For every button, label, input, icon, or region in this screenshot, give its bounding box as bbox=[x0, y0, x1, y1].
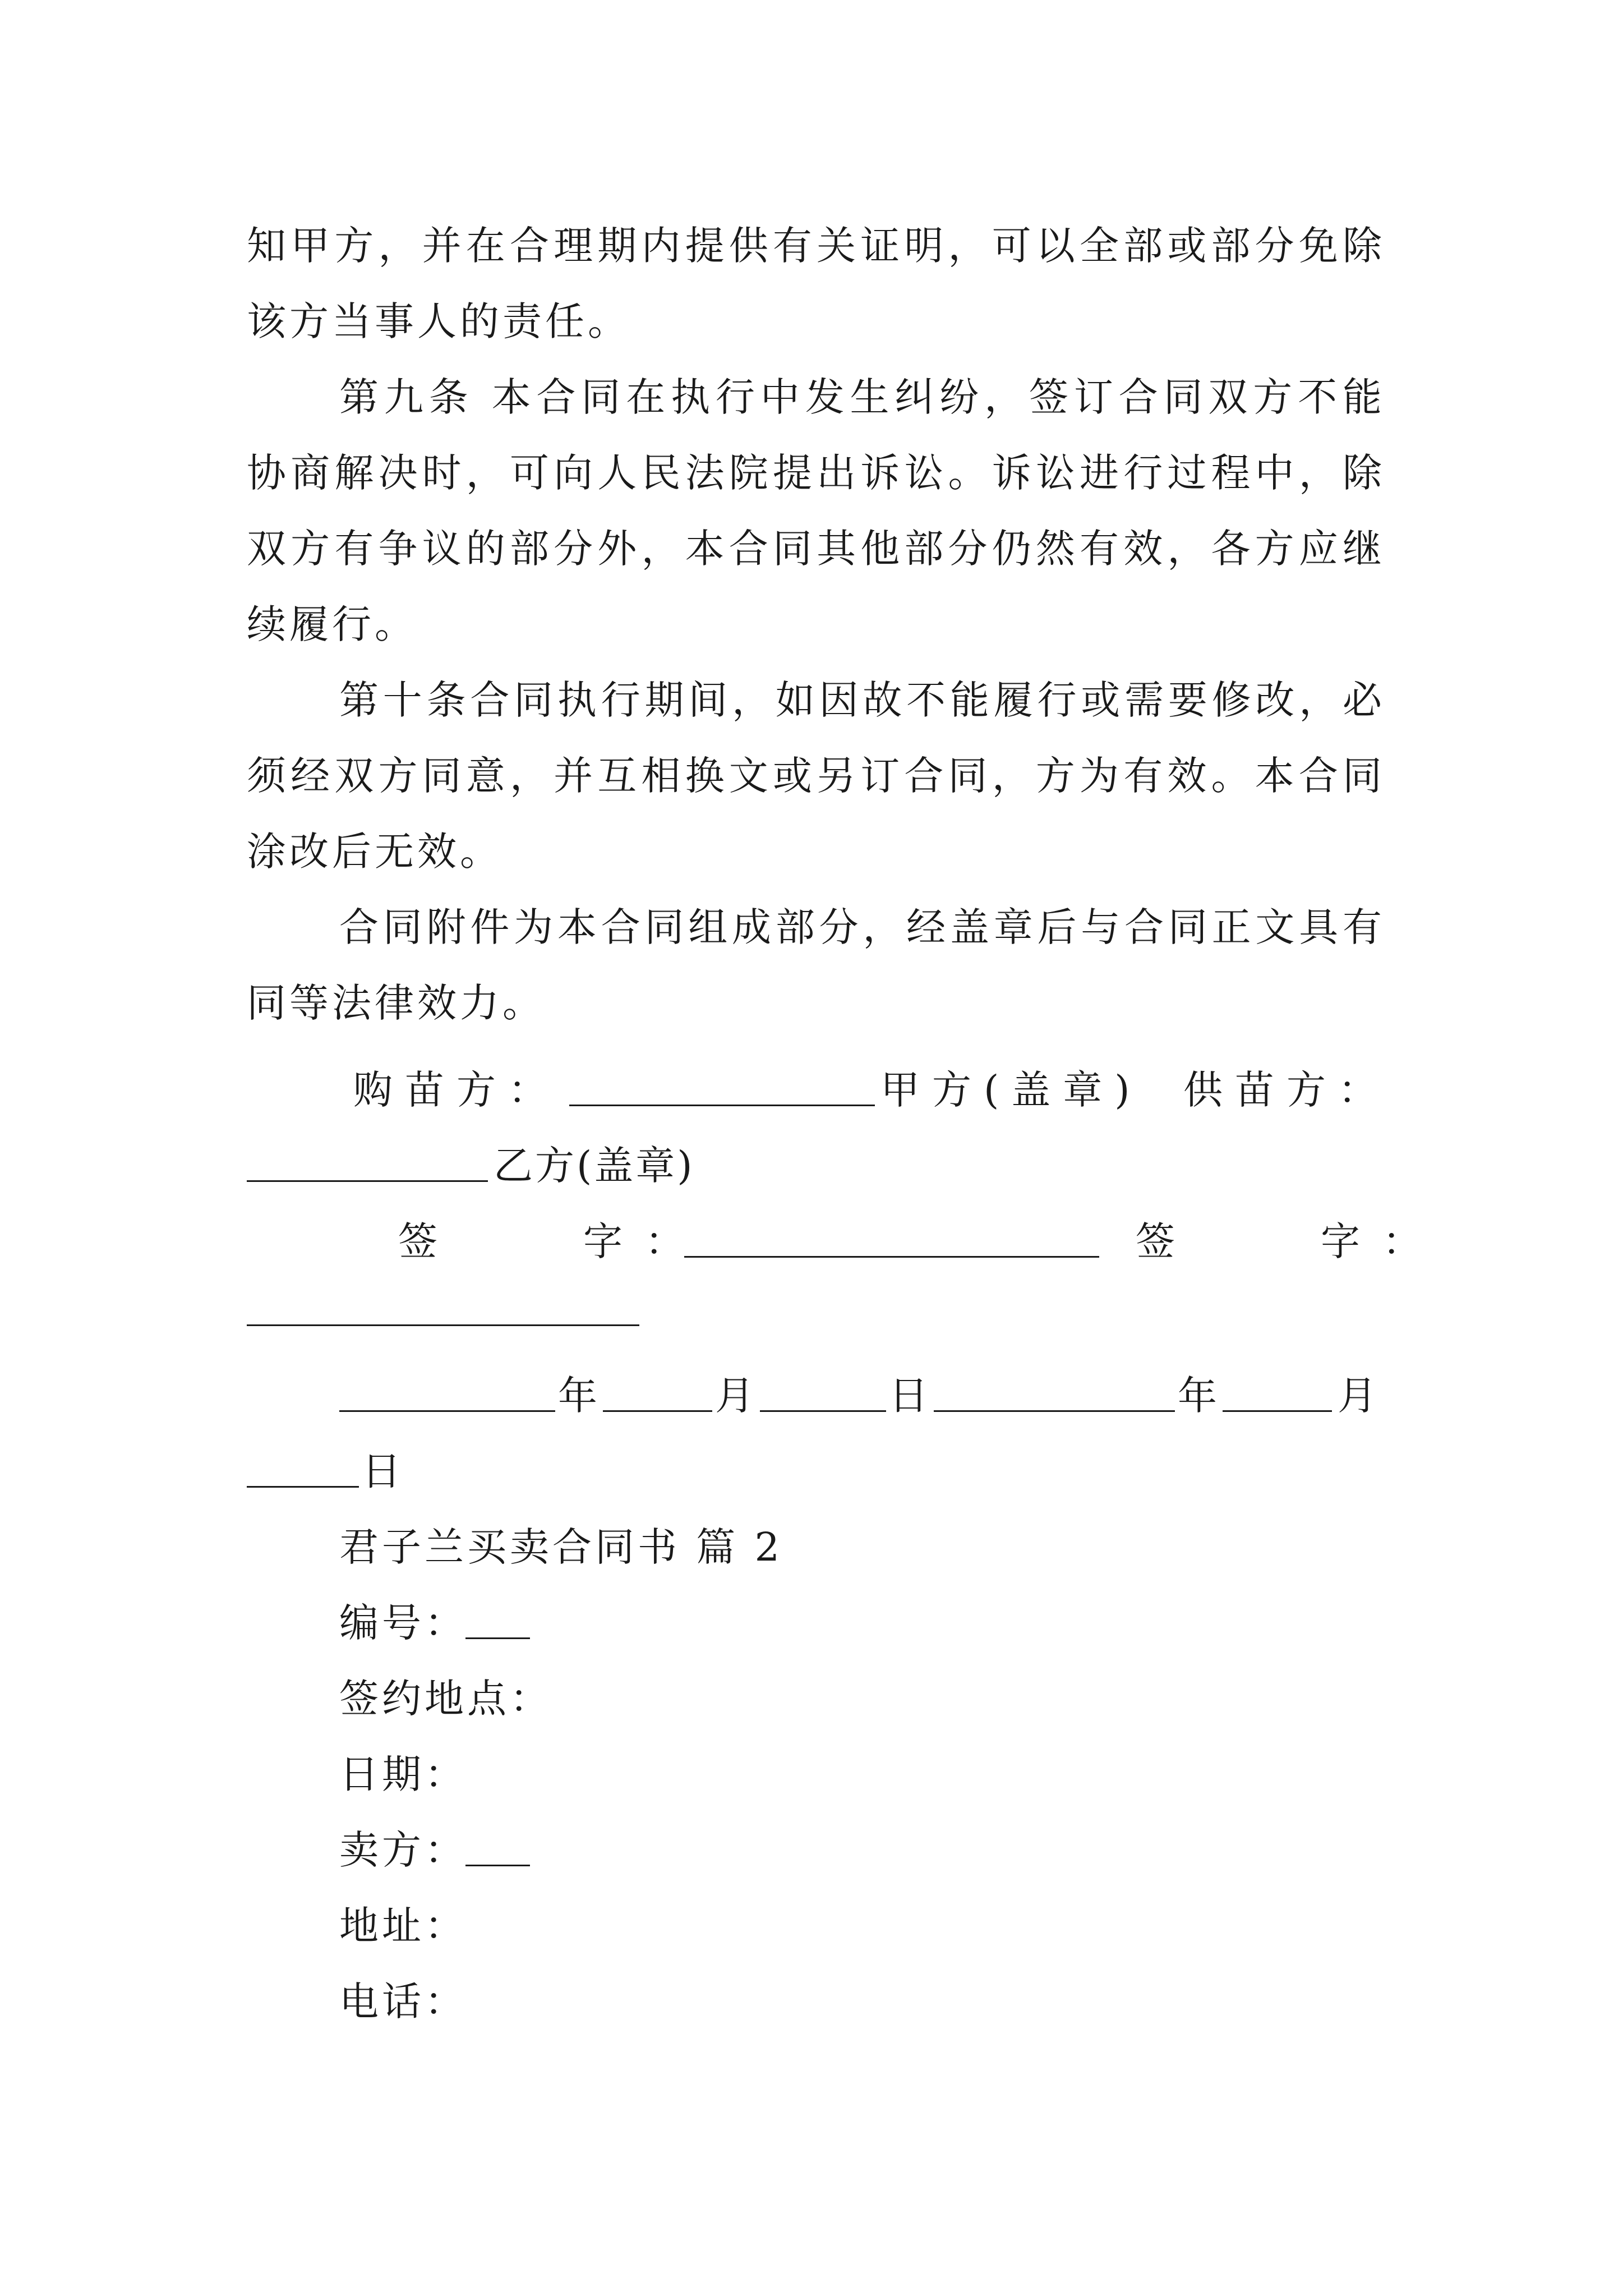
place-label: 签约地点： bbox=[339, 1676, 552, 1722]
section-title: 君子兰买卖合同书 篇 2 bbox=[339, 1524, 783, 1570]
paragraph-line: 第十条合同执行期间，如因故不能履行或需要修改，必 bbox=[339, 677, 1385, 723]
year-blank-a bbox=[339, 1373, 555, 1412]
seller-label: 供苗方： bbox=[1183, 1067, 1390, 1113]
address-label: 地址： bbox=[339, 1903, 467, 1949]
year-blank-b bbox=[934, 1373, 1175, 1412]
seller-row bbox=[247, 1823, 1385, 1877]
signature-sign-row-2 bbox=[247, 1287, 1385, 1341]
sign-blank-a bbox=[684, 1219, 1099, 1258]
paragraph-line: 涂改后无效。 bbox=[247, 829, 502, 875]
seller-blank bbox=[247, 1143, 488, 1182]
buyer-blank bbox=[569, 1068, 875, 1106]
paragraph-line: 合同附件为本合同组成部分，经盖章后与合同正文具有 bbox=[339, 904, 1385, 950]
paragraph-line: 须经双方同意，并互相换文或另订合同，方为有效。本合同 bbox=[247, 753, 1385, 799]
seller-name-blank bbox=[465, 1828, 530, 1866]
paragraph-line: 同等法律效力。 bbox=[247, 980, 545, 1026]
day-label-b: 日 bbox=[362, 1448, 401, 1494]
phone-label: 电话： bbox=[339, 1978, 467, 2024]
party-a-seal: 甲方(盖章) bbox=[880, 1067, 1142, 1113]
month-label-a: 月 bbox=[715, 1373, 754, 1419]
signature-parties-row-2 bbox=[247, 1139, 1385, 1193]
paragraph-line: 知甲方，并在合理期内提供有关证明，可以全部或部分免除 bbox=[247, 223, 1385, 269]
party-b-seal: 乙方(盖章) bbox=[494, 1143, 695, 1189]
paragraph-line: 续履行。 bbox=[247, 601, 417, 647]
month-blank-a bbox=[603, 1373, 712, 1412]
buyer-label: 购苗方： bbox=[353, 1067, 560, 1113]
date-label: 日期： bbox=[339, 1751, 467, 1797]
number-blank bbox=[465, 1600, 530, 1639]
day-blank-a bbox=[760, 1373, 886, 1412]
seller-name-label: 卖方： bbox=[339, 1827, 467, 1873]
sign-blank-b bbox=[247, 1287, 639, 1326]
day-label-a: 日 bbox=[889, 1373, 928, 1419]
year-label-b: 年 bbox=[1178, 1373, 1217, 1419]
number-row bbox=[247, 1596, 1385, 1650]
month-blank-b bbox=[1223, 1373, 1332, 1412]
paragraph-line: 该方当事人的责任。 bbox=[247, 298, 630, 344]
sign-label-b: 签 字： bbox=[1136, 1218, 1444, 1264]
signature-date-row bbox=[247, 1369, 1385, 1423]
sign-label-a: 签 字： bbox=[398, 1218, 707, 1264]
signature-parties-row bbox=[247, 1063, 1390, 1117]
paragraph-line: 双方有争议的部分外，本合同其他部分仍然有效，各方应继 bbox=[247, 526, 1385, 572]
month-label-b: 月 bbox=[1338, 1373, 1377, 1419]
year-label-a: 年 bbox=[558, 1373, 597, 1419]
day-blank-b bbox=[247, 1449, 359, 1488]
paragraph-line: 第九条 本合同在执行中发生纠纷，签订合同双方不能 bbox=[339, 374, 1385, 420]
number-label: 编号： bbox=[339, 1600, 467, 1646]
signature-sign-row bbox=[247, 1214, 1444, 1268]
paragraph-line: 协商解决时，可向人民法院提出诉讼。诉讼进行过程中，除 bbox=[247, 450, 1385, 496]
signature-date-row-2 bbox=[247, 1444, 1385, 1498]
